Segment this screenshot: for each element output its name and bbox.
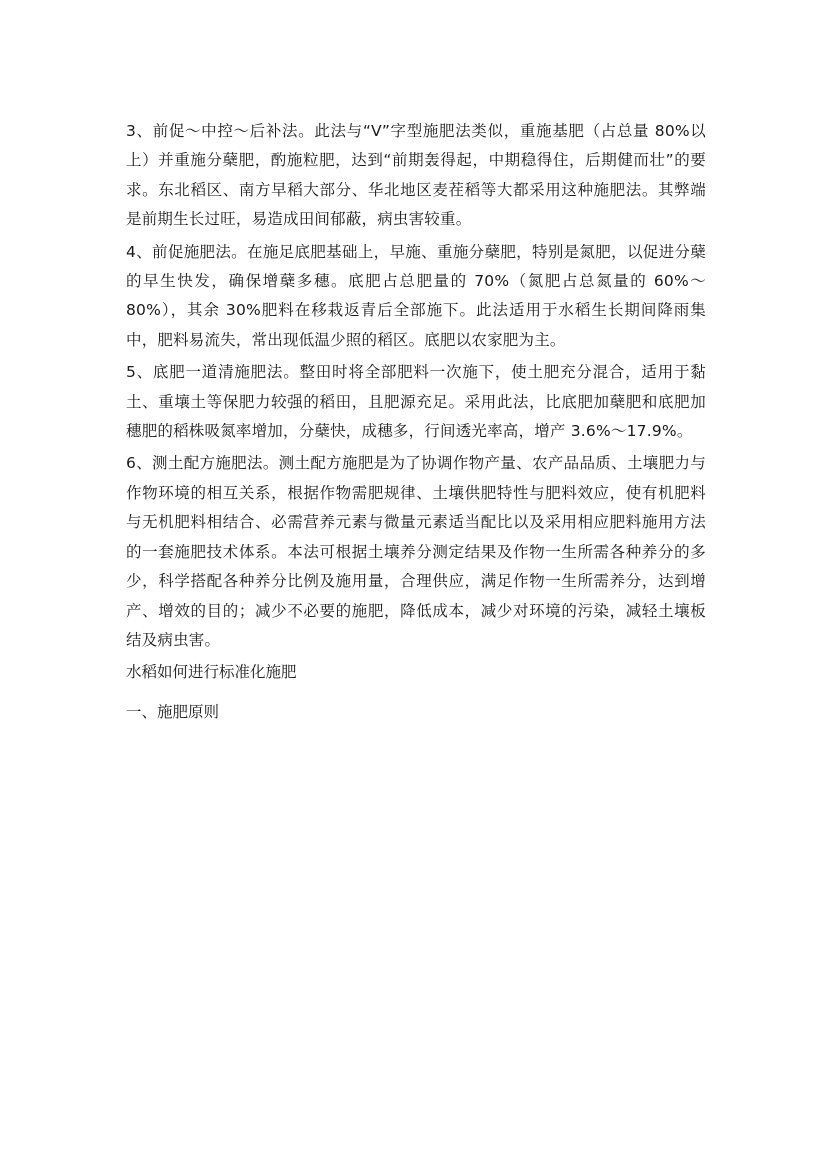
- paragraph-method-5: 5、底肥一道清施肥法。整田时将全部肥料一次施下，使土肥充分混合，适用于黏土、重壤土等保肥力较强的稻田，且肥源充足。采用此法，比底肥加蘖肥和底肥加穗肥的稻株吸氮率增加，分蘖快，成穗多，行间透光率高，增产 3.6%～17.9%。: [126, 363, 706, 441]
- paragraph-method-6: 6、测土配方施肥法。测土配方施肥是为了协调作物产量、农产品品质、土壤肥力与作物环境的相互关系，根据作物需肥规律、土壤供肥特性与肥料效应，使有机肥料与无机肥料相结合、必需营养元素与微量元素适当配比以及采用相应肥料施用方法的一套施肥技术体系。本法可根据土壤养分测定结果及作物一生所需各种养分的多少，科学搭配各种养分比例及施用量，合理供应，满足作物一生所需养分，达到增产、增效的目的；减少不必要的施肥，降低成本，减少对环境的污染，减轻土壤板结及病虫害。: [126, 454, 706, 649]
- document-body: [126, 117, 706, 727]
- subsection-heading: 一、施肥原则: [126, 702, 220, 721]
- section-heading: 水稻如何进行标准化施肥: [126, 663, 297, 682]
- paragraph-method-3: 3、前促～中控～后补法。此法与“V”字型施肥法类似，重施基肥（占总量 80%以上）并重施分蘖肥，酌施粒肥，达到“前期轰得起，中期稳得住，后期健而壮”的要求。东北稻区、南方早稻大部分、华北地区麦茬稻等大都采用这种施肥法。其弊端是前期生长过旺，易造成田间郁蔽，病虫害较重。: [126, 122, 706, 229]
- paragraph-method-4: 4、前促施肥法。在施足底肥基础上，早施、重施分蘖肥，特别是氮肥，以促进分蘖的早生快发，确保增蘖多穗。底肥占总肥量的 70%（氮肥占总氮量的 60%～80%），其余 30%肥料在移栽返青后全部施下。此法适用于水稻生长期间降雨集中，肥料易流失，常出现低温少照的稻区。底肥以农家肥为主。: [126, 242, 706, 349]
